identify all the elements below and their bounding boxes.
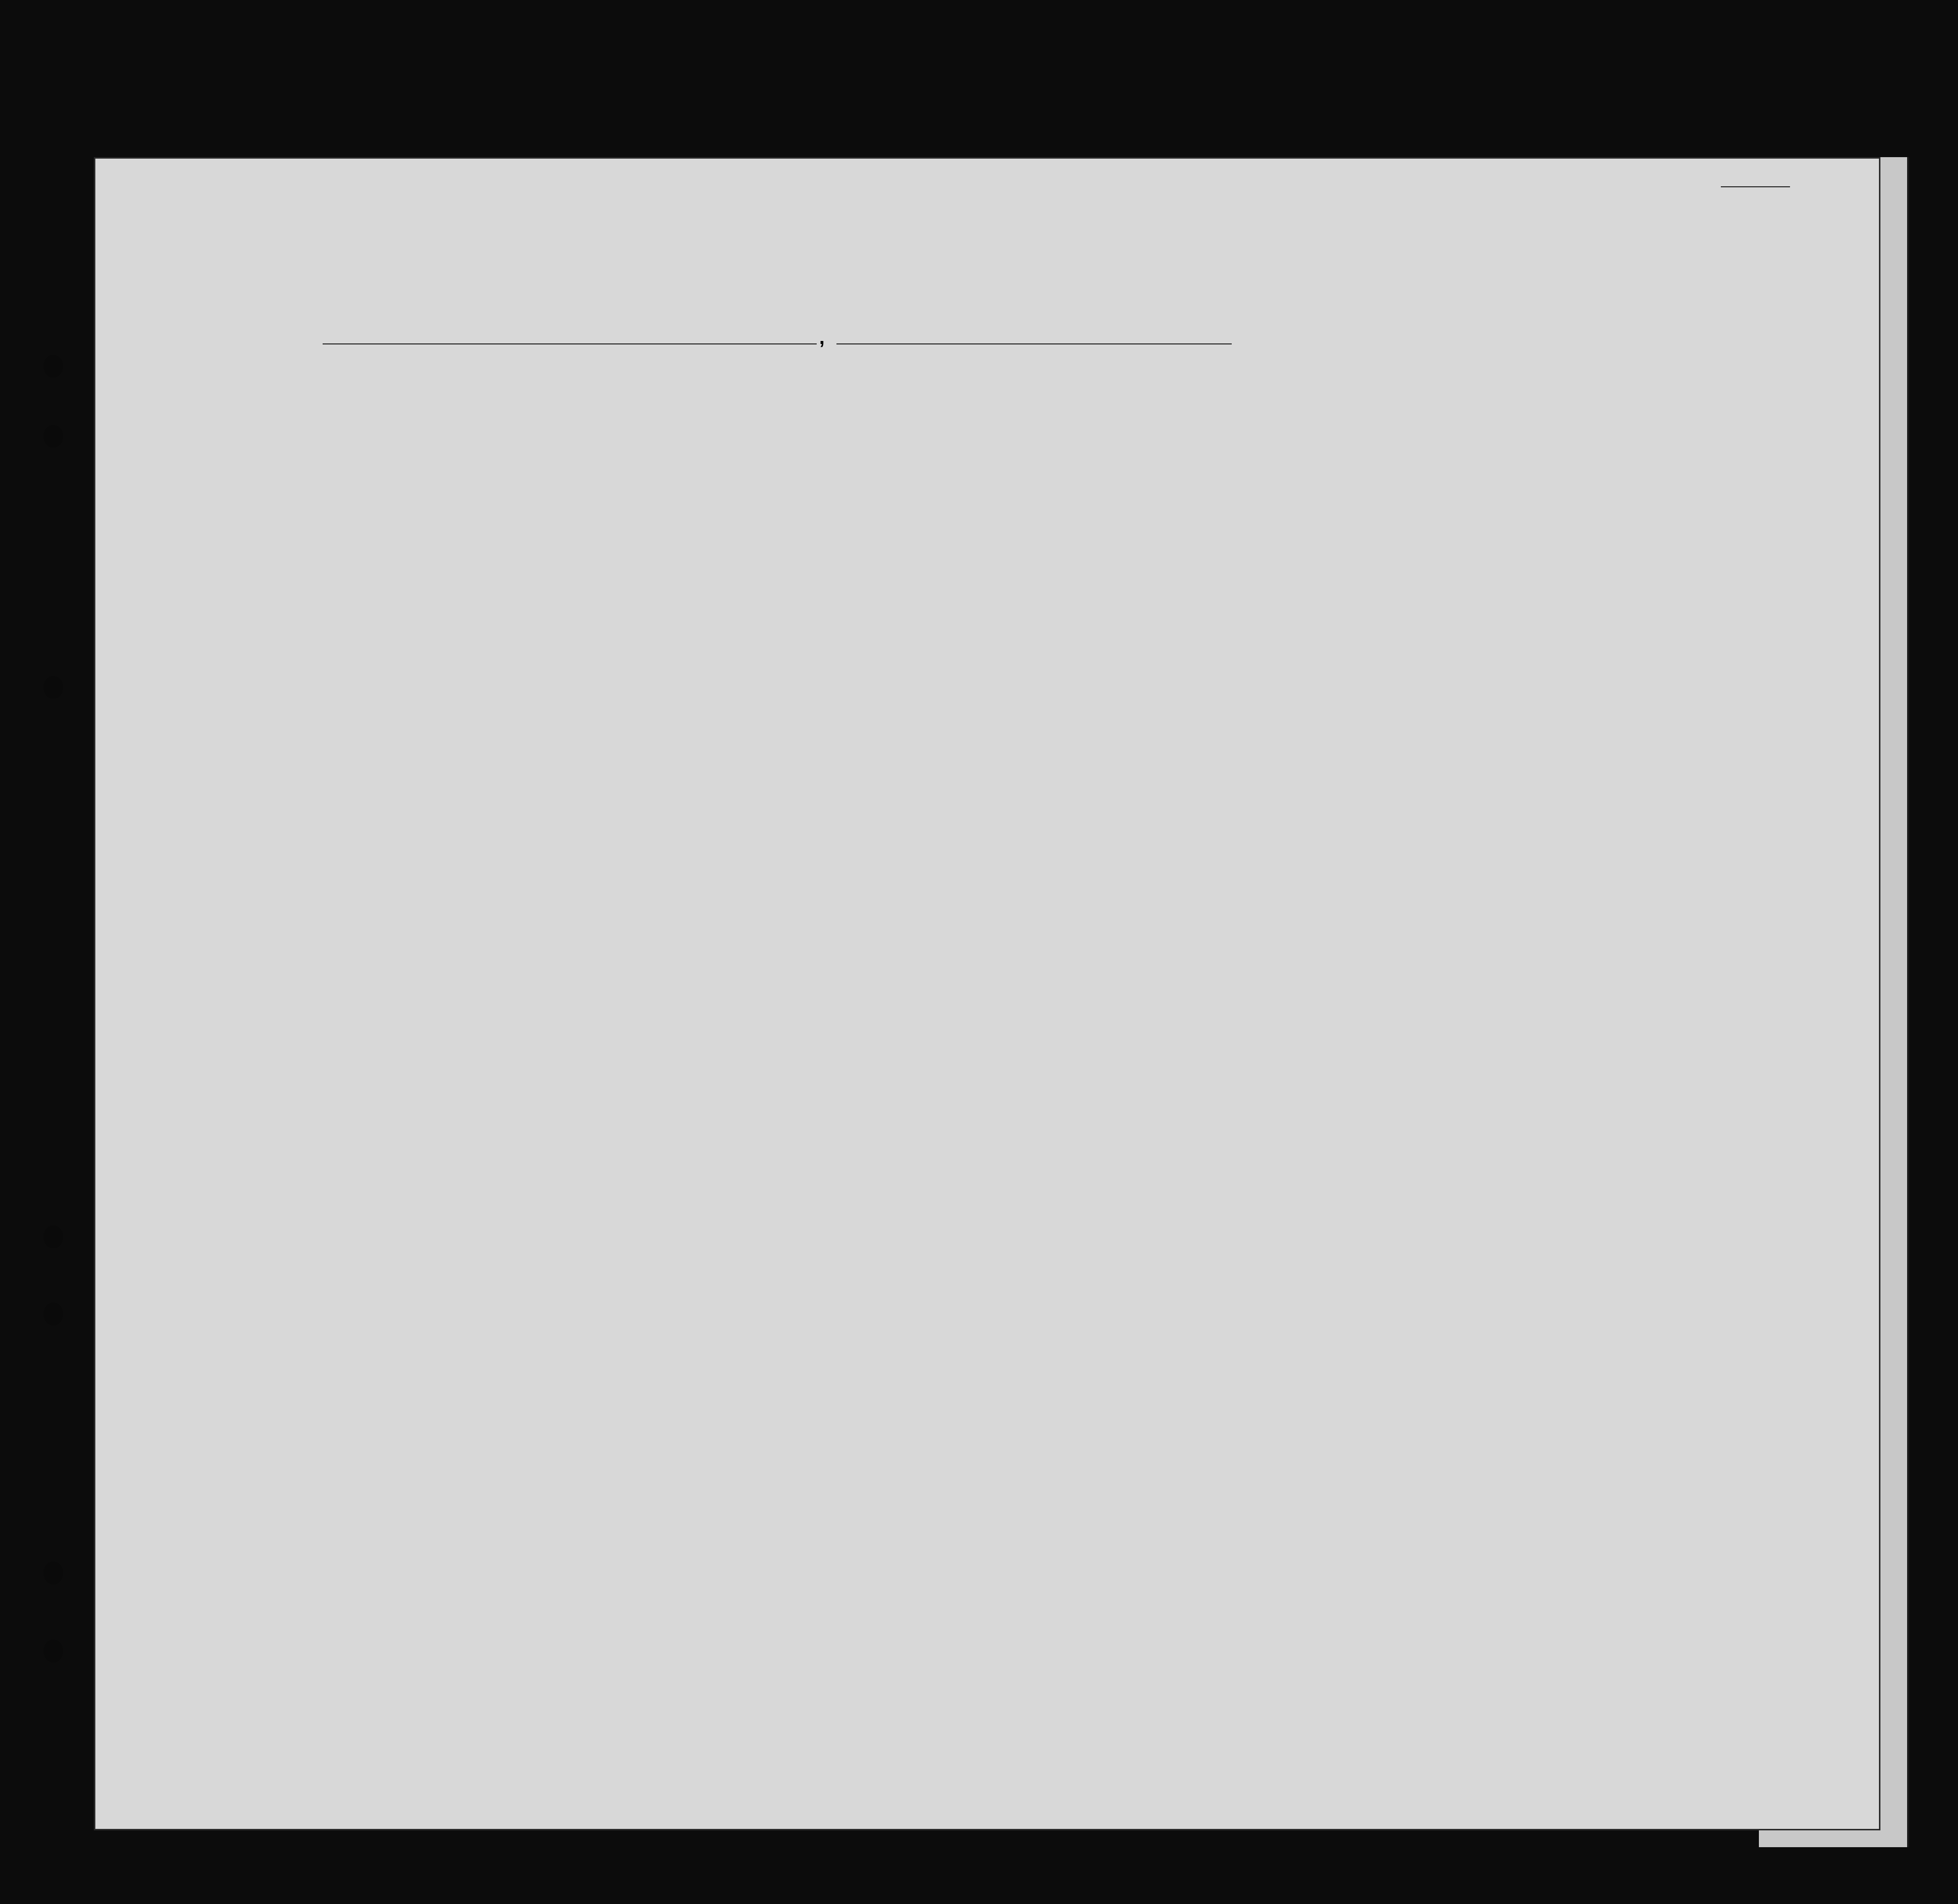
comma: ,	[819, 327, 825, 348]
punch-hole	[43, 1303, 63, 1325]
punch-hole	[43, 1562, 63, 1584]
punch-hole	[43, 1640, 63, 1662]
table-grid	[95, 159, 1879, 1829]
punch-hole	[43, 355, 63, 378]
punch-hole	[43, 425, 63, 448]
manifest-sheet	[94, 157, 1880, 1830]
punch-hole	[43, 676, 63, 699]
punch-hole	[43, 1226, 63, 1248]
